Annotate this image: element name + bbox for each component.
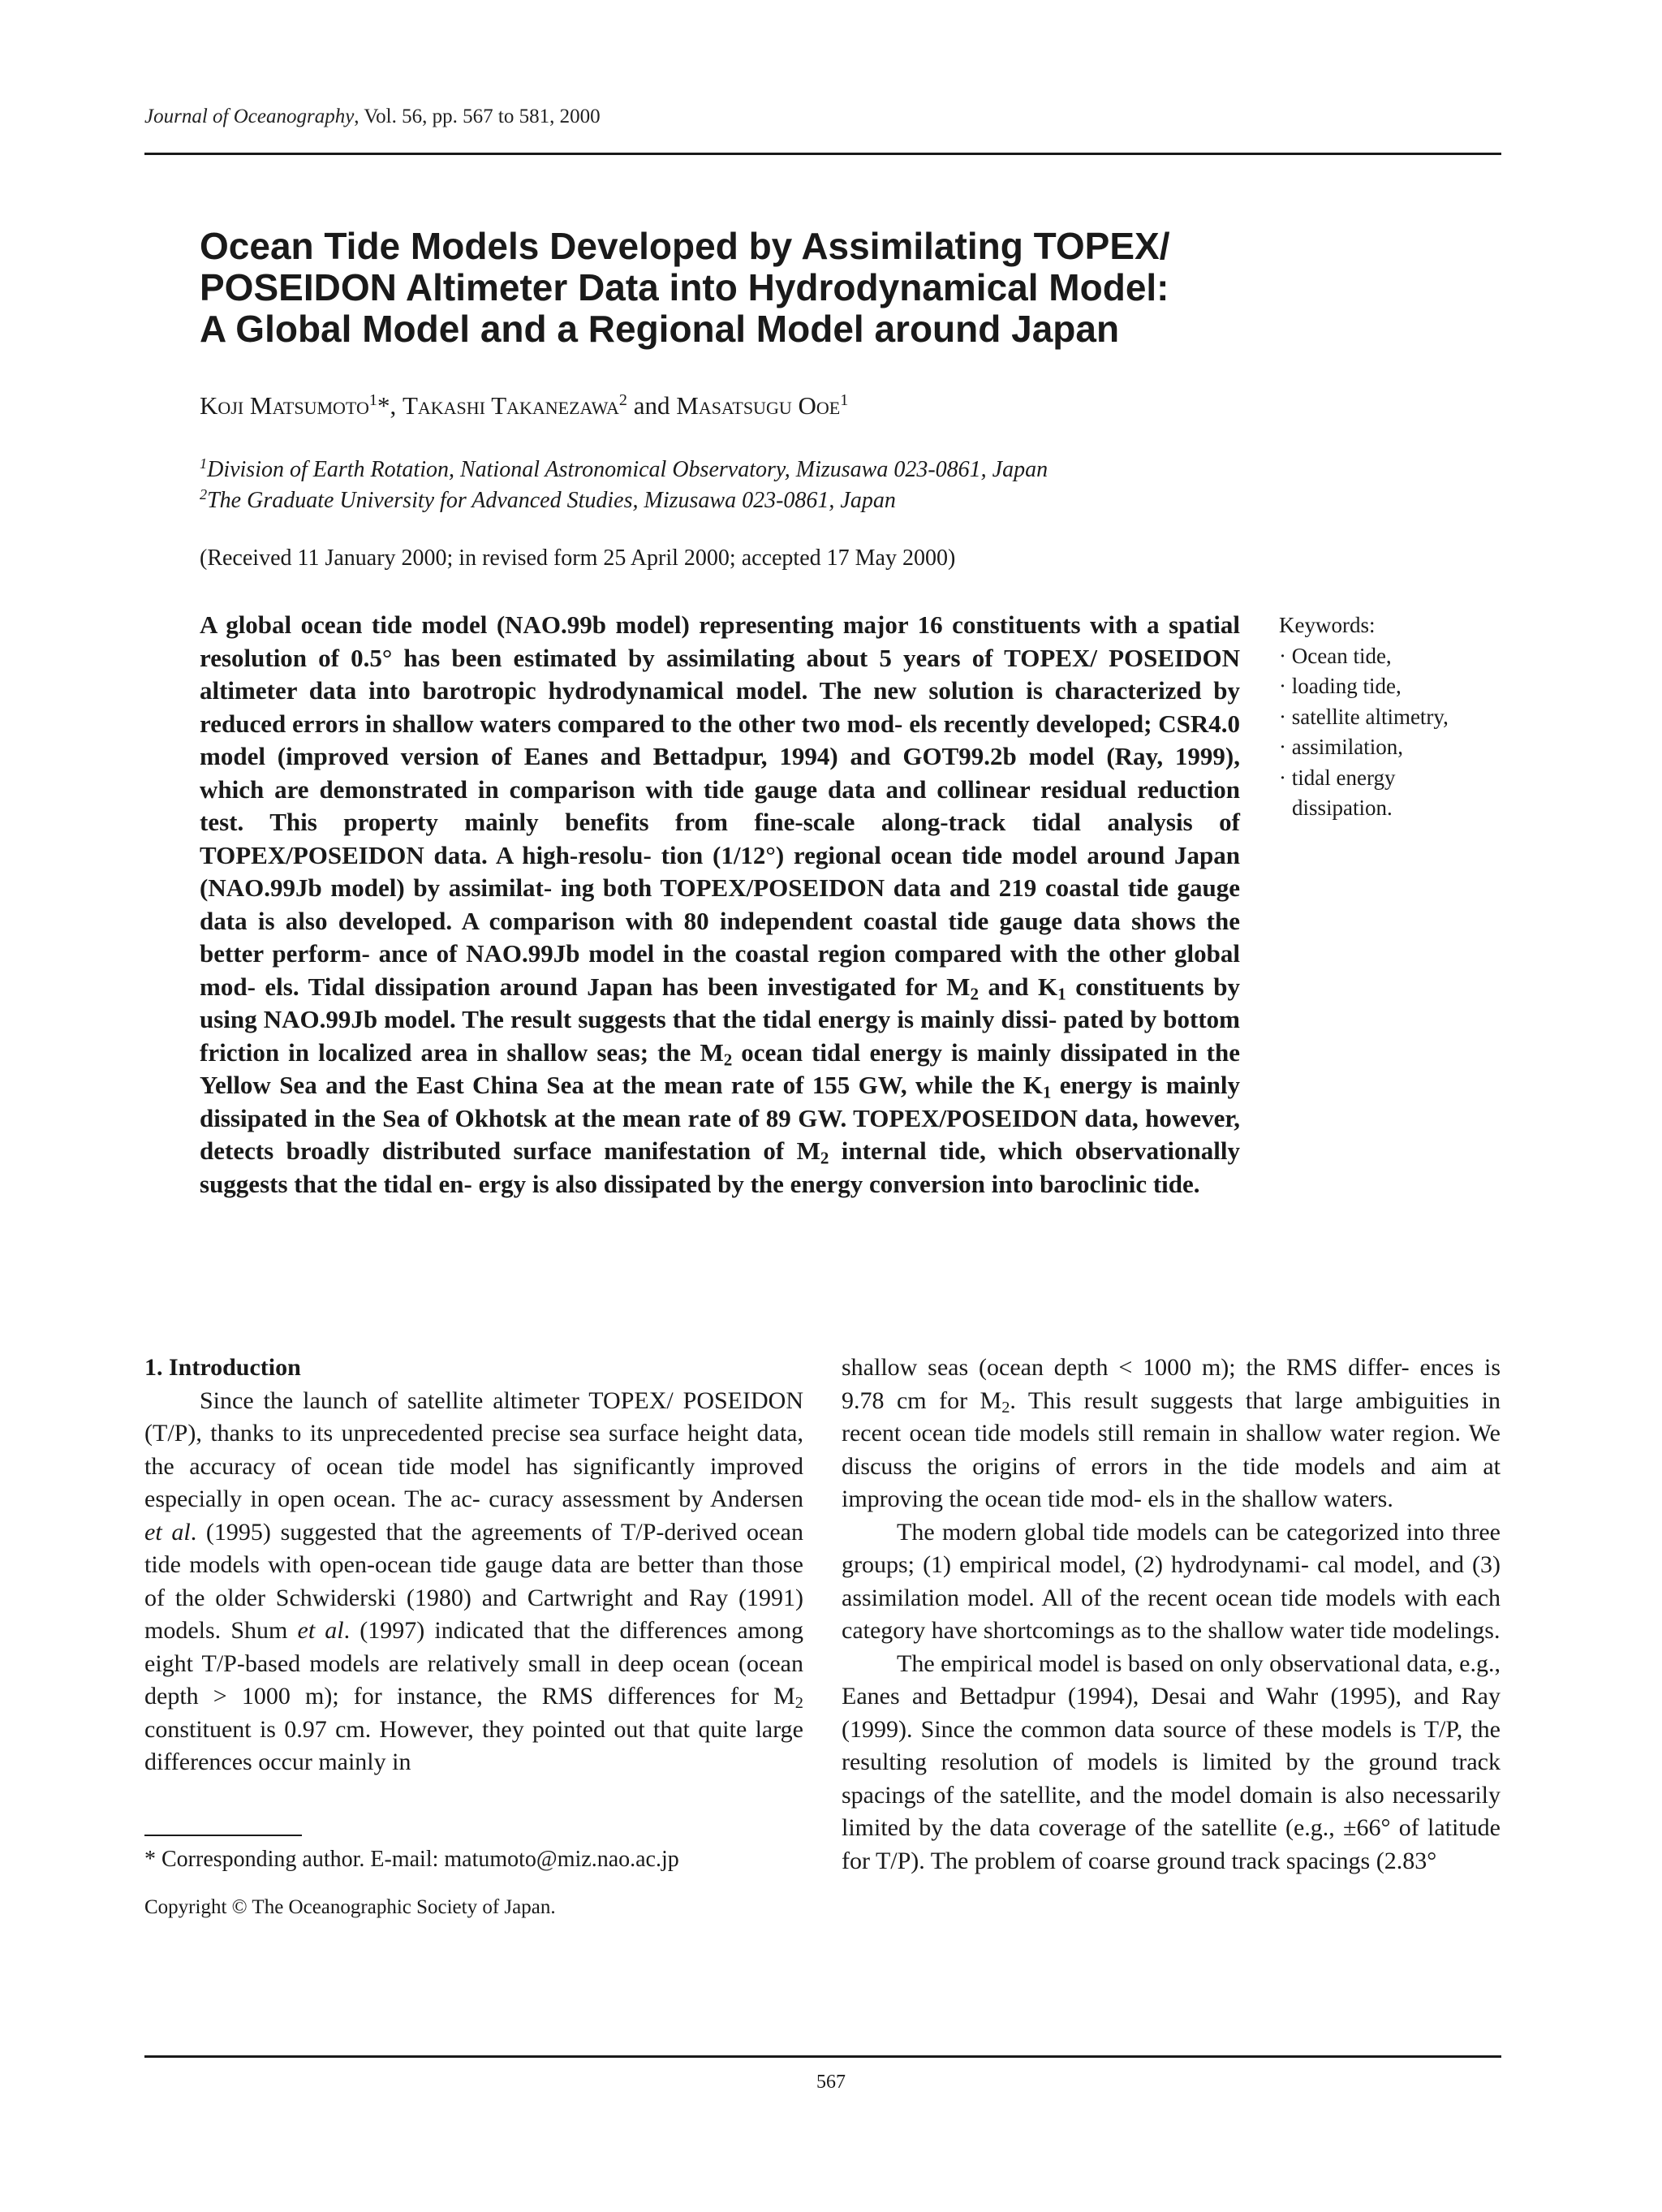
subscript: 2 (820, 1148, 829, 1168)
body-text: . (1997) indicated that the differences among eight T/P-based models are relatively small in deep ocean (ocean depth > 1000 m); for instance, the RMS differences for M (144, 1617, 803, 1710)
author-name: Takashi Takanezawa (402, 391, 619, 420)
body-text: Since the launch of satellite altimeter TOPEX/ POSEIDON (T/P), thanks to its unprecedented precise sea surface height data, the accuracy of ocean tide model has significantly improved especially in open ocean. The ac- curacy assessment by Andersen (144, 1386, 803, 1512)
affiliation-marker: 2 (618, 390, 627, 409)
body-paragraph: The empirical model is based on only observational data, e.g., Eanes and Bettadpur (1994), Desai and Wahr (1995), and Ray (1999). Since the common data source of these models is T/P, the resulting resolution of models is limited by the ground track spacings of the satellite, and the model domain is also necessarily limited by the data coverage of the satellite (e.g., ±66° of latitude for T/P). The problem of coarse ground track spacings (2.83° (842, 1649, 1501, 1874)
received-dates: (Received 11 January 2000; in revised form 25 April 2000; accepted 17 May 2000) (200, 545, 956, 571)
body-column-left (144, 1352, 803, 1779)
page-number: 567 (816, 2072, 846, 2093)
corresponding-mark: *, (377, 391, 403, 420)
body-text: . This result suggests that large ambiguities in recent ocean tide models still remain in shallow water region. We discuss the origins of errors in the tide models and aim at improving the ocean tide mod- els in the shallow waters. (842, 1386, 1501, 1512)
footer-rule (144, 2055, 1501, 2058)
title-line: Ocean Tide Models Developed by Assimilating TOPEX/ (200, 225, 1170, 267)
abstract-text: energy is mainly dissipated in the Sea of Okhotsk at the mean rate of 89 GW. TOPEX/POSEIDON data, however, detects broadly distributed surface manifestation of M (200, 1071, 1240, 1165)
affiliation-marker: 1 (200, 455, 208, 472)
body-paragraph: The modern global tide models can be categorized into three groups; (1) empirical model, (2) hydrodynami- cal model, and (3) assimilation model. All of the recent ocean tide models with each category have shortcomings as to the shallow water tide modelings. (842, 1518, 1501, 1644)
et-al: et al (297, 1617, 344, 1644)
title-line: POSEIDON Altimeter Data into Hydrodynamical Model: (200, 266, 1169, 308)
body-text: constituent is 0.97 cm. However, they pointed out that quite large differences occur mainly in (144, 1715, 803, 1775)
keyword-item: · loading tide, (1279, 674, 1402, 698)
body-text: shallow seas (ocean depth < 1000 m); the RMS differ- ences is 9.78 cm for M (842, 1354, 1501, 1414)
abstract-text: A global ocean tide model (NAO.99b model) representing major 16 constituents with a spatial resolution of 0.5° has been estimated by assimilating about 5 years of TOPEX/ POSEIDON altimeter data into barotropic hydrodynamical model. The new solution is characterized by reduced errors in shallow waters compared to the other two mod- els recently developed; CSR4.0 model (improved version of Eanes and Bettadpur, 1994) and GOT99.2b model (Ray, 1999), which are demonstrated in comparison with tide gauge data and collinear residual reduction test. This property mainly benefits from fine-scale along-track tidal analysis of TOPEX/POSEIDON data. A high-resolu- tion (1/12°) regional ocean tide model around Japan (NAO.99Jb model) by assimilat- ing both TOPEX/POSEIDON data and 219 coastal tide gauge data is also developed. A comparison with 80 independent coastal tide gauge data shows the better perform- ance of NAO.99Jb model in the coastal region compared with the other global mod- els. Tidal dissipation around Japan has been investigated for M (200, 610, 1240, 1001)
header-rule (144, 153, 1501, 155)
abstract-text: and K (978, 972, 1058, 1001)
subscript: 2 (970, 983, 979, 1003)
affiliation-marker: 1 (368, 390, 377, 409)
keywords-label: Keywords: (1279, 613, 1376, 637)
subscript: 1 (1042, 1082, 1052, 1102)
title-line: A Global Model and a Regional Model around Japan (200, 308, 1120, 350)
paper-title (200, 226, 1417, 350)
copyright-notice: Copyright © The Oceanographic Society of Japan. (144, 1896, 556, 1918)
keyword-item: · satellite altimetry, (1279, 704, 1449, 729)
affiliation-text: The Graduate University for Advanced Studies, Mizusawa 023-0861, Japan (207, 488, 896, 513)
body-column-right (842, 1352, 1501, 1878)
author-list (200, 391, 848, 420)
journal-volume-pages: , Vol. 56, pp. 567 to 581, 2000 (354, 106, 601, 127)
subscript: 2 (1001, 1398, 1010, 1416)
corresponding-author-footnote: * Corresponding author. E-mail: matumoto@miz.nao.ac.jp (144, 1847, 679, 1872)
section-heading: 1. Introduction (144, 1354, 301, 1381)
keyword-item: · Ocean tide, (1279, 643, 1392, 668)
journal-name: Journal of Oceanography (144, 106, 355, 127)
subscript: 1 (1057, 983, 1066, 1003)
affiliation-line (200, 455, 1048, 485)
subscript: 2 (794, 1694, 803, 1713)
keyword-continuation: dissipation. (1292, 796, 1393, 820)
affiliation-text: Division of Earth Rotation, National Astronomical Observatory, Mizusawa 023-0861, Japan (207, 457, 1048, 482)
abstract-text: constituents by using NAO.99Jb model. The result suggests that the tidal energy is mainly dissi- pated by bottom friction in localized area in shallow seas; the M (200, 972, 1240, 1067)
keywords-box (1279, 610, 1449, 824)
author-conjunction: and (626, 391, 677, 420)
body-paragraph (842, 1352, 1501, 1516)
affiliation-marker: 1 (840, 390, 849, 409)
keyword-item: · tidal energy (1279, 765, 1396, 790)
affiliation-marker: 2 (200, 486, 208, 502)
abstract-text: internal tide, which observationally suggests that the tidal en- ergy is also dissipated by the energy conversion into baroclinic tide. (200, 1136, 1240, 1198)
keyword-item: · assimilation, (1279, 735, 1403, 759)
body-paragraph (144, 1385, 803, 1779)
affiliation-line (200, 485, 1048, 516)
body-text: . (1995) suggested that the agreements of T/P-derived ocean tide models with open-ocean tide gauge data are better than those of the older Schwiderski (1980) and Cartwright and Ray (1991) models. Shum (144, 1518, 803, 1644)
footnote-rule (144, 1835, 302, 1836)
subscript: 2 (723, 1049, 733, 1069)
affiliations (200, 455, 1048, 516)
abstract (200, 609, 1240, 1201)
journal-citation (144, 106, 601, 128)
abstract-text: ocean tidal energy is mainly dissipated in the Yellow Sea and the East China Sea at the mean rate of 155 GW, while the K (200, 1037, 1240, 1099)
author-name: Masatsugu Ooe (676, 391, 841, 420)
et-al: et al (144, 1518, 191, 1546)
author-name: Koji Matsumoto (200, 391, 369, 420)
